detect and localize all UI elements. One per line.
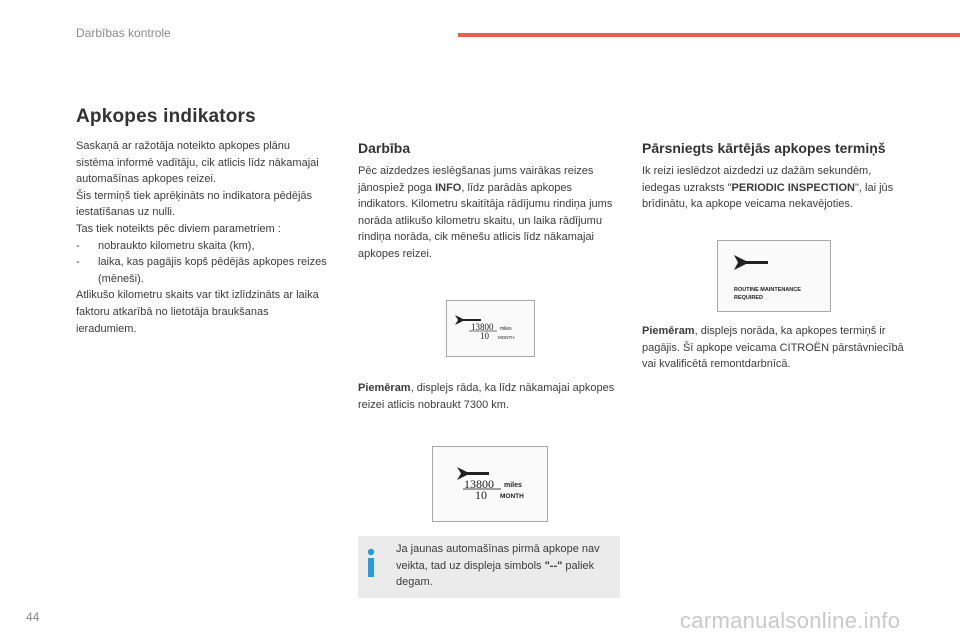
display-mileage: 13800 [464, 477, 494, 491]
display-message-line1: ROUTINE MAINTENANCE [734, 287, 801, 293]
display-months: 10 [475, 488, 487, 502]
bullet-dash: - [76, 239, 80, 252]
wrench-icon [734, 255, 768, 270]
display-mileage: 13800 [471, 322, 494, 332]
example-text-operation [358, 380, 620, 413]
periodic-inspection-label: PERIODIC INSPECTION [731, 181, 855, 194]
info-note-part: paliek degam. [396, 559, 595, 589]
info-icon [366, 548, 376, 578]
list-item [76, 254, 330, 287]
list-item-text: laika, kas pagājis kopš pēdējās apkopes reizes (mēneši). [98, 256, 327, 285]
example-description: , displejs rāda, ka līdz nākamajai apkopes reizei atlicis nobraukt 7300 km. [358, 382, 615, 411]
overdue-text-part: Ik reizi ieslēdzot aizdedzi uz dažām sekundēm, iedegas uzraksts " [642, 165, 872, 194]
service-display-large [432, 446, 548, 522]
display-months-unit: MONTH [498, 335, 515, 340]
header-accent-bar [458, 33, 960, 37]
watermark: carmanualsonline.info [680, 608, 901, 633]
page-number: 44 [26, 610, 40, 624]
intro-paragraph-3: Tas tiek noteikts pēc diviem parametriem : [76, 222, 281, 235]
display-mileage-unit: miles [504, 482, 522, 489]
overdue-text [642, 163, 904, 213]
example-text-overdue [642, 323, 904, 373]
maintenance-required-display [717, 240, 831, 312]
info-note-symbol: "--" [544, 559, 563, 572]
service-display-small [446, 300, 535, 357]
operation-text [358, 163, 624, 263]
operation-title: Darbība [358, 140, 411, 156]
example-label: Piemēram [358, 382, 411, 394]
page-title: Apkopes indikators [76, 106, 256, 127]
display-message-line2: REQUIRED [734, 295, 764, 301]
list-item-text: nobraukto kilometru skaita (km), [98, 239, 255, 252]
intro-paragraph-1: Saskaņā ar ražotāja noteikto apkopes plānu sistēma informē vadītāju, cik atlicis līdz nākamajai automašīnas apkopes reizei. [76, 140, 319, 186]
overdue-text-part: ", lai jūs brīdinātu, ka apkope veicama nekavējoties. [642, 181, 894, 211]
bullet-dash: - [76, 256, 80, 269]
intro-paragraph-4: Atlikušo kilometru skaits var tikt izlīdzināts ar laika faktoru atkarībā no lietotāja braukšanas ieradumiem. [76, 289, 319, 335]
section-header: Darbības kontrole [76, 26, 171, 40]
operation-text-part: Pēc aizdedzes ieslēgšanas jums vairākas reizes jānospiež poga [358, 165, 594, 194]
list-item [76, 238, 330, 255]
overdue-title: Pārsniegts kārtējās apkopes termiņš [642, 140, 886, 156]
info-note-text [396, 541, 614, 591]
intro-text-block [76, 138, 330, 337]
info-note-box [358, 536, 620, 598]
info-note-part: Ja jaunas automašīnas pirmā apkope nav veikta, tad uz displeja simbols [396, 543, 600, 572]
display-mileage-unit: miles [500, 326, 512, 332]
display-months: 10 [480, 331, 489, 341]
intro-paragraph-2: Šis termiņš tiek aprēķināts no indikatora pēdējās iestatīšanas uz nulli. [76, 189, 313, 219]
example-description: , displejs norāda, ka apkopes termiņš ir pagājis. Šī apkope veicama CITROËN pārstāvniecībā vai kvalificētā remontdarbnīcā. [642, 325, 904, 371]
info-button-label: INFO [435, 181, 462, 194]
display-months-unit: MONTH [500, 493, 524, 500]
example-label: Piemēram [642, 325, 695, 337]
operation-text-part: , līdz parādās apkopes indikators. Kilometru skaitītāja rādījumu rindiņa jums norāda atlikušo kilometru skaitu, un laika rādījumu rindiņa norāda, cik mēnešu atlicis līdz nākamajai apkopes reizei. [358, 181, 613, 260]
